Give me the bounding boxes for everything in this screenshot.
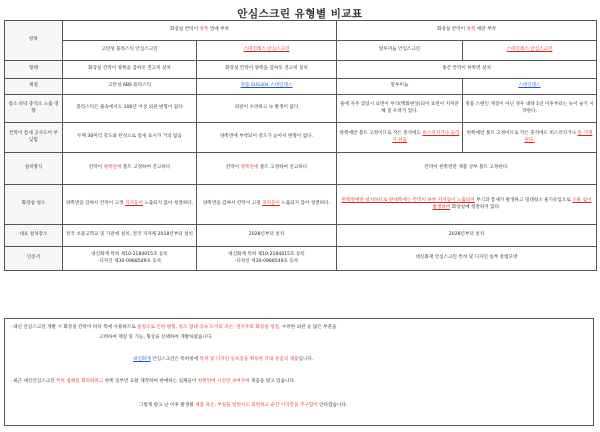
note-2: 대신화재 안심스크린은 특허청에 특허 및 디자인 등록증을 획득한 국내 유일의 제품입니다.	[133, 357, 314, 362]
header-row-types	[5, 41, 597, 61]
row-durability: 장소 바닥 충격소 노출 영향 플라스틱은 물속에서도 100년 이상 외관 변형이 없다 외관이 수려하고 녹 발생이 없다 물에 자주 젖었시 표면이 부식(백화현상)되어 표면이 지저분해 질 우려가 있다. 정품 스텐인 재질이 아닌 경우 대략 1년 이후부터는 녹이 슬기 시작한다.	[5, 95, 597, 123]
comparison-table	[4, 20, 597, 271]
row-install: 설치방식 칸막이 양쪽면에 볼트 고정하여 견고하다 칸막이 양쪽면에 볼트 고정하여 견고하다 칸막이 한쪽면만 제품 상부 볼트 고정한다.	[5, 153, 597, 185]
row-material: 재질 고탄성 ABS 플라스틱 정품 SUS304 스테인레스 알루미늄 스테인레스	[5, 79, 597, 95]
notes-box	[4, 318, 594, 426]
row-form: 형태 화장실 칸막이 양쪽을 감싸듯 견고히 설치 화장실 칸막이 양쪽을 감싸듯 견고히 설치 종간 칸막이 한쪽면 설치	[5, 61, 597, 79]
type-stainless-2: 스테인레스 안심스크린	[463, 41, 597, 61]
row-safety: 칸막이 틈새 공사도어 부딪힘 두께 30미리 강도와 탄성으로 틈새 표시가 거의 없음 양쪽면에 부착되어 강도가 높아서 변형이 없다. 한쪽에만 볼트 고정이므로 작은 충격에도 비스러지거나 들리기 쉬움 한쪽에만 볼트 고정이므로 작은 충격에도 비스러지거나 틈 겨생된다.	[5, 123, 597, 153]
type-stainless-1: 스테인레스 안심스크린	[197, 41, 337, 61]
type-plastic: 고탄성 플라스틱 안심스크린	[63, 41, 197, 61]
row-cases: 대표 설치장소 전국 초중고학교 및 기관에 설치, 전국 지자체 2018년부터 설치 2028년부터 설치 2028년부터 설치	[5, 225, 597, 247]
note-4: 그렇게 팔고 난 이후 발생될 제품 파손, 부실을 알면서도 외면하고 순간 이익만을 추구함이 안타깝습니다.	[139, 403, 348, 408]
item-header: 항목	[5, 21, 63, 61]
page-title: 안심스크린 유형별 비교표	[237, 8, 363, 20]
row-cleaning: 화장실 청소 양쪽면을 감싸서 칸막이 고정 지지동이 노출되지 않아 청결하다. 양쪽면을 감싸서 칸막이 고정 지지동이 노출되지 않아 청결하다. 한쪽면에만 설치하므로 반대쪽에는 칸막이 하부 지지동이 노출되어 부식과 틈새가 발생하고 밀대청소 물기유입으로 오물 침이 발생하여 화장실에 청결하지 않다.	[5, 185, 597, 225]
note-3: - 최근 대신안심스크린 특허 침해를 회피하려고 한쪽 일부만 요탈 제작하여 판매하는 업체들이 한쪽면에 시진만 보여주며 제품을 팔고 있습니다.	[10, 379, 296, 384]
header-row-groups	[5, 21, 597, 41]
row-cert: 인증서 대신화재 특허 제10-2184015호 등록 -디자인 제30-0988549호 등록 대신화재 특허 제10-2184015호 등록 -디자인 제30-0988549호 등록 대신화재 안심스크린 특허 및 디자인 일부 통법모방	[5, 247, 597, 271]
type-aluminum: 알루미늄 안심스크린	[337, 41, 463, 61]
note-1b: 고려하여 재질 및 기능, 형상을 선택하여 개발하였습니다.	[99, 335, 213, 340]
group-header-one-side: 화장실 칸막이 한쪽 에만 부착	[337, 21, 597, 41]
note-1: - 대신 안심스크린 개발 시 화장실 칸막이 바닥 쪽에 사용하므로 물청소로 인한 변형, 청소 밀대 공속 도어의 파손, 설치후의 화장실 청결, 수려한 외관 등 많은 부분을	[10, 325, 337, 330]
group-header-both-sides: 화장실 칸막이 양쪽 면에 부착	[63, 21, 337, 41]
